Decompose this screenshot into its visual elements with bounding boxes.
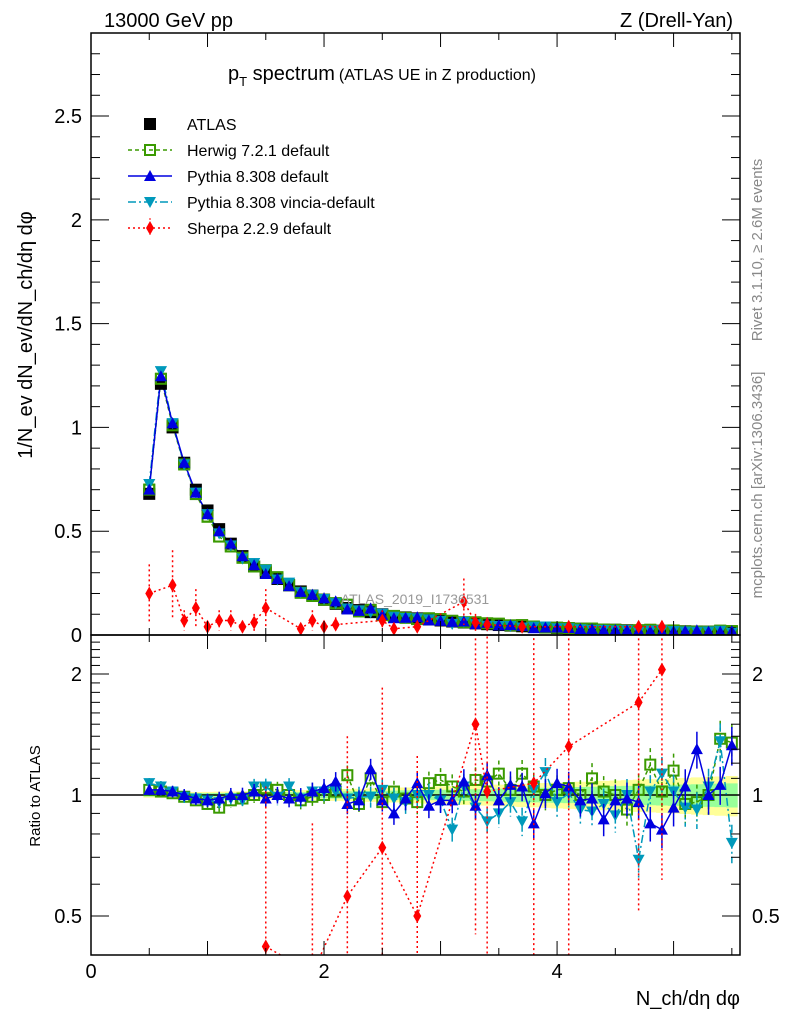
sherpa-point xyxy=(215,613,223,627)
vincia-ratio-point xyxy=(539,767,551,778)
y-axis-label: 1/N_ev dN_ev/dN_ch/dη dφ xyxy=(15,211,37,459)
pythia-ratio-point xyxy=(644,817,656,828)
x-tick-label: 2 xyxy=(318,961,330,983)
legend-item xyxy=(128,169,329,186)
sherpa-point xyxy=(238,620,246,634)
sherpa-ratio-point xyxy=(413,909,421,923)
pythia-ratio-point xyxy=(330,776,342,787)
sherpa-ratio-point xyxy=(308,966,316,980)
pythia-ratio-point xyxy=(598,813,610,824)
y-tick-label: 2.5 xyxy=(54,106,82,129)
ratio-y-tick-label: 0.5 xyxy=(54,906,82,929)
sherpa-point xyxy=(145,586,153,600)
ratio-y-tick-label: 1 xyxy=(70,785,82,807)
plot-title: $p_T$ spectrum (ATLAS UE in Z production) xyxy=(228,63,536,89)
sherpa-point xyxy=(297,622,305,636)
y-tick-label: 0 xyxy=(70,625,82,647)
sherpa-ratio-point xyxy=(343,889,351,903)
sherpa-point xyxy=(227,613,235,627)
ratio-panel-marks xyxy=(143,618,738,980)
x-tick-label: 0 xyxy=(85,961,97,983)
legend-item xyxy=(128,218,332,238)
vincia-ratio-point xyxy=(516,816,528,827)
legend-label: Pythia 8.308 vincia-default xyxy=(187,195,375,212)
mcplots-label: mcplots.cern.ch [arXiv:1306.3436] xyxy=(749,371,766,599)
sherpa-point xyxy=(250,616,258,630)
header-right: Z (Drell-Yan) xyxy=(620,10,733,32)
watermark: ATLAS_2019_I1736531 xyxy=(340,591,490,607)
y-tick-label: 1.5 xyxy=(54,313,82,336)
y-tick-label: 2 xyxy=(70,209,82,232)
legend-label: ATLAS xyxy=(187,117,237,134)
pythia-ratio-point xyxy=(365,763,377,774)
x-tick-label: 4 xyxy=(551,961,563,983)
pythia-ratio-point xyxy=(481,769,493,780)
sherpa-point xyxy=(308,613,316,627)
y-tick-label: 1 xyxy=(70,417,82,440)
sherpa-ratio-point xyxy=(472,717,480,731)
legend-label: Pythia 8.308 default xyxy=(187,169,329,186)
sherpa-point xyxy=(180,613,188,627)
vincia-ratio-point xyxy=(446,825,458,836)
sherpa-point xyxy=(390,622,398,636)
sherpa-ratio-point xyxy=(565,740,573,754)
sherpa-ratio-point xyxy=(658,663,666,677)
sherpa-point xyxy=(332,618,340,632)
sherpa-point xyxy=(192,601,200,615)
pythia-ratio-point xyxy=(691,743,703,754)
ratio-y-tick-label-right: 1 xyxy=(752,785,764,807)
y-tick-label: 0.5 xyxy=(54,521,82,544)
legend-item xyxy=(128,195,375,212)
x-axis-label: N_ch/dη dφ xyxy=(635,988,740,1010)
legend-marker-diamond xyxy=(146,221,154,235)
legend-item xyxy=(144,117,237,134)
sherpa-ratio-point xyxy=(378,841,386,855)
header-left: 13000 GeV pp xyxy=(104,10,233,32)
ratio-y-tick-label-right: 2 xyxy=(752,663,764,686)
ratio-y-tick-label: 2 xyxy=(70,663,82,686)
sherpa-point xyxy=(169,578,177,592)
ratio-y-tick-label-right: 0.5 xyxy=(752,906,780,929)
legend-label: Herwig 7.2.1 default xyxy=(187,143,330,160)
ratio-y-axis-label: Ratio to ATLAS xyxy=(27,745,44,847)
vincia-ratio-point xyxy=(726,838,738,849)
legend-item xyxy=(128,143,330,160)
legend-marker-square xyxy=(144,118,156,130)
legend-label: Sherpa 2.2.9 default xyxy=(187,221,332,238)
rivet-label: Rivet 3.1.10, ≥ 2.6M events xyxy=(749,158,766,342)
sherpa-point xyxy=(262,601,270,615)
